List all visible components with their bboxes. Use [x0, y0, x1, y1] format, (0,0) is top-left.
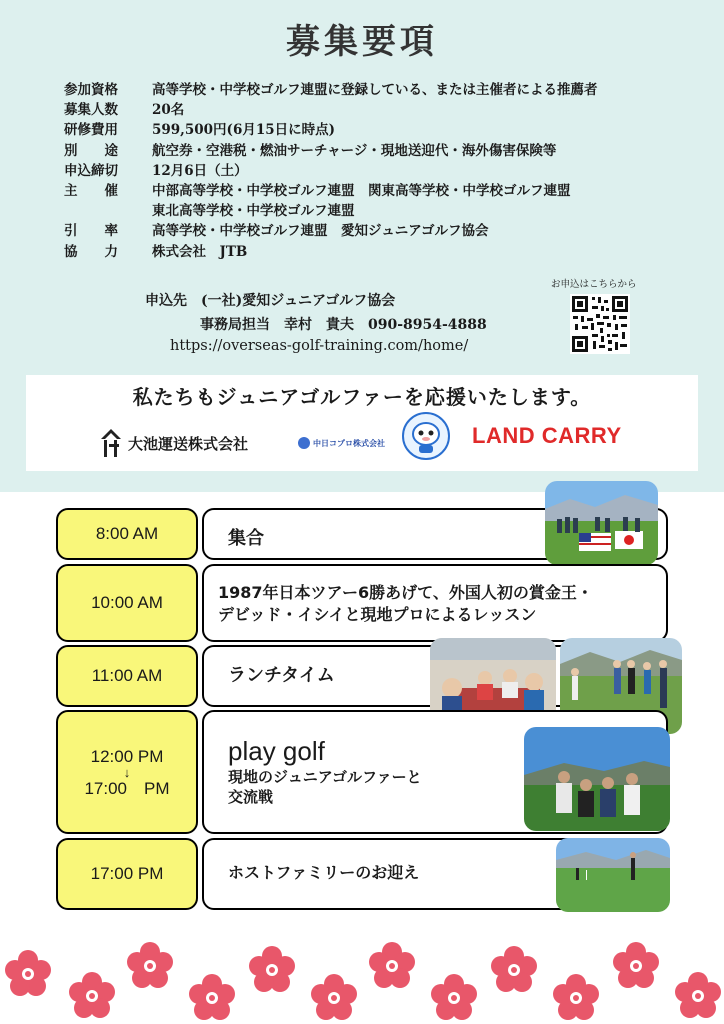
requirement-row: [64, 98, 664, 118]
green-photo-image: [556, 838, 670, 912]
hibiscus-icon: [127, 942, 173, 988]
requirements-list: [64, 78, 664, 260]
requirement-value: 高等学校・中学校ゴルフ連盟 愛知ジュニアゴルフ協会: [152, 223, 489, 240]
contact-url-link[interactable]: https://overseas-golf-training.com/home/: [170, 338, 469, 354]
schedule-time-range: [56, 710, 198, 834]
golfers-photo-image: [524, 727, 670, 831]
schedule-text: ホストファミリーのお迎え: [228, 863, 420, 882]
page-title: 募集要項: [286, 22, 438, 62]
mascot-logo: [402, 412, 450, 460]
requirement-label: 研修費用: [64, 122, 118, 139]
contact-phone: 事務局担当 幸村 貴夫 090-8954-4888: [200, 317, 487, 333]
chubu-company-name: 中日コプロ株式会社: [313, 438, 385, 448]
chubu-copro-logo: [298, 437, 385, 449]
requirement-value: 株式会社 JTB: [152, 243, 248, 260]
requirement-row: [64, 118, 664, 138]
hibiscus-icon: [553, 974, 599, 1020]
qr-caption: お申込はこちらから: [551, 279, 637, 290]
schedule-time: 8:00 AM: [56, 508, 198, 560]
hibiscus-icon: [69, 972, 115, 1018]
hibiscus-icon: [5, 950, 51, 996]
sponsor-title: 私たちもジュニアゴルファーを応援いたします。: [132, 385, 592, 409]
requirement-label: 別 途: [64, 142, 118, 159]
arrow-down-icon: ↓: [123, 764, 131, 780]
schedule-text-line2: 交流戦: [228, 788, 274, 806]
requirement-row: [64, 240, 664, 260]
golfers-photo: [524, 727, 670, 831]
qr-code-icon: [570, 294, 630, 354]
schedule-time: 11:00 AM: [56, 645, 198, 707]
schedule-time: 17:00 PM: [56, 838, 198, 910]
green-photo: [556, 838, 670, 912]
contact-info: [145, 290, 487, 362]
requirement-value: 高等学校・中学校ゴルフ連盟に登録している、または主催者による推薦者: [152, 82, 598, 99]
requirement-row: [64, 199, 664, 219]
schedule-box: [202, 564, 668, 642]
requirement-row: [64, 139, 664, 159]
hibiscus-border: [0, 936, 724, 1024]
requirement-value: 599,500円(6月15日に時点): [152, 122, 336, 139]
group-photo-image: [545, 481, 658, 565]
schedule-title: play golf: [228, 736, 325, 766]
mascot-icon: [404, 414, 448, 458]
schedule-text-line1: 現地のジュニアゴルファーと: [228, 768, 422, 786]
requirement-row: [64, 219, 664, 239]
requirement-label: 主 催: [64, 183, 118, 200]
schedule-text-line1: 1987年日本ツアー6勝あげて、外国人初の賞金王・: [218, 583, 593, 602]
hibiscus-icon: [189, 974, 235, 1020]
requirement-label: 参加資格: [64, 82, 118, 99]
requirement-value: 12月6日（土）: [152, 162, 248, 179]
requirement-value: 航空券・空港税・燃油サーチャージ・現地送迎代・海外傷害保険等: [152, 142, 557, 159]
schedule-time: 10:00 AM: [56, 564, 198, 642]
chubu-mark-icon: [298, 437, 310, 449]
hibiscus-icon: [613, 942, 659, 988]
requirement-row: [64, 78, 664, 98]
oike-company-name: 大池運送株式会社: [128, 434, 249, 453]
requirement-value: 中部高等学校・中学校ゴルフ連盟 関東高等学校・中学校ゴルフ連盟: [152, 183, 571, 200]
oike-mark-icon: [98, 427, 124, 459]
hibiscus-icon: [431, 974, 477, 1020]
requirement-label: 引 率: [64, 223, 118, 240]
requirement-label: 募集人数: [64, 102, 118, 119]
requirement-label: 協 力: [64, 243, 118, 260]
requirement-row: [64, 179, 664, 199]
contact-organization: 申込先 (一社)愛知ジュニアゴルフ協会: [145, 293, 396, 309]
schedule-text-line2: デビッド・イシイと現地プロによるレッスン: [218, 605, 537, 624]
requirement-label: 申込締切: [64, 162, 118, 179]
hibiscus-icon: [249, 946, 295, 992]
requirement-value: 20名: [152, 102, 185, 119]
group-photo: [545, 481, 658, 565]
hibiscus-icon: [369, 942, 415, 988]
land-carry-logo: LAND CARRY: [472, 423, 622, 448]
schedule-text: 集合: [228, 528, 264, 549]
sponsor-panel: [26, 375, 698, 471]
requirement-row: [64, 159, 664, 179]
oike-logo: [98, 427, 248, 459]
schedule-time-end: 17:00 PM: [84, 778, 170, 798]
hibiscus-icon: [675, 972, 721, 1018]
qr-code[interactable]: [570, 294, 630, 354]
hibiscus-icon: [491, 946, 537, 992]
schedule-text: ランチタイム: [228, 665, 335, 686]
schedule-time-start: 12:00 PM: [90, 746, 164, 766]
hibiscus-icon: [311, 974, 357, 1020]
requirement-value: 東北高等学校・中学校ゴルフ連盟: [152, 203, 355, 220]
